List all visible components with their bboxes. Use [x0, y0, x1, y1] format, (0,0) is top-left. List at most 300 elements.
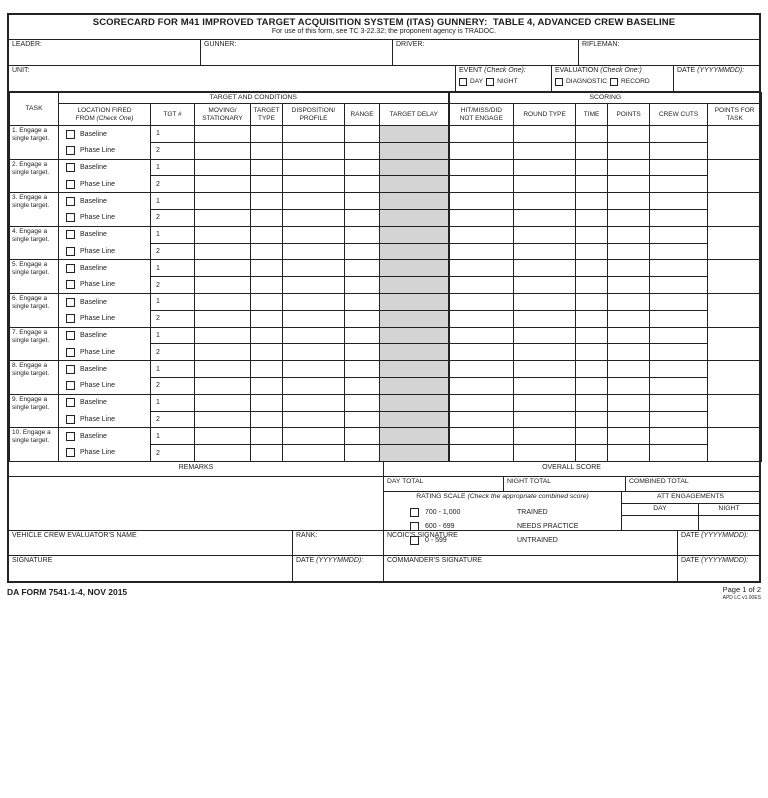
cell-points[interactable]	[608, 310, 650, 327]
cell-disposition-profile[interactable]	[283, 159, 345, 176]
cell-hit-miss[interactable]	[449, 277, 514, 294]
cell-points[interactable]	[608, 411, 650, 428]
location-option-baseline[interactable]	[59, 328, 150, 344]
baseline-label: Baseline	[80, 130, 107, 138]
cell-round-type[interactable]	[514, 344, 576, 361]
cell-hit-miss[interactable]	[449, 176, 514, 193]
cell-disposition-profile[interactable]	[283, 428, 345, 445]
baseline-checkbox[interactable]	[66, 197, 75, 206]
cell-time[interactable]	[576, 209, 608, 226]
location-option-phase-line[interactable]	[59, 377, 150, 393]
cell-crew-cuts[interactable]	[650, 142, 708, 159]
evaluator-name-field[interactable]	[9, 531, 293, 555]
cell-target-type[interactable]	[251, 394, 283, 411]
phase-line-checkbox[interactable]	[66, 247, 75, 256]
cell-points[interactable]	[608, 394, 650, 411]
cell-time[interactable]	[576, 327, 608, 344]
att-day-input[interactable]	[622, 516, 699, 530]
location-option-baseline[interactable]	[59, 260, 150, 276]
cell-crew-cuts[interactable]	[650, 310, 708, 327]
unit-row	[9, 66, 759, 92]
cell-hit-miss[interactable]	[449, 344, 514, 361]
phase-line-label: Phase Line	[80, 146, 116, 154]
phase-line-checkbox[interactable]	[66, 348, 75, 357]
cell-moving-stationary[interactable]	[195, 277, 251, 294]
cell-points[interactable]	[608, 159, 650, 176]
cell-target-type[interactable]	[251, 260, 283, 277]
driver-field[interactable]	[393, 40, 579, 65]
group-target-conditions-header: TARGET AND CONDITIONS	[59, 93, 449, 104]
commander-date-label: DATE (YYYYMMDD):	[681, 557, 749, 564]
remarks-input-area[interactable]	[9, 477, 383, 530]
cell-target-type[interactable]	[251, 126, 283, 143]
cell-moving-stationary[interactable]	[195, 310, 251, 327]
cell-range[interactable]	[345, 293, 380, 310]
cell-hit-miss[interactable]	[449, 445, 514, 462]
cell-range[interactable]	[345, 142, 380, 159]
cell-hit-miss[interactable]	[449, 394, 514, 411]
cell-crew-cuts[interactable]	[650, 411, 708, 428]
event-day-checkbox[interactable]	[459, 78, 467, 86]
cell-range[interactable]	[345, 361, 380, 378]
date-field[interactable]	[674, 66, 759, 91]
task-table-body	[10, 126, 762, 462]
rating-trained-checkbox[interactable]	[410, 508, 419, 517]
location-option-baseline[interactable]	[59, 160, 150, 176]
driver-label: DRIVER:	[396, 41, 425, 48]
baseline-checkbox[interactable]	[66, 398, 75, 407]
cell-disposition-profile[interactable]	[283, 209, 345, 226]
cell-points[interactable]	[608, 344, 650, 361]
cell-target-type[interactable]	[251, 361, 283, 378]
cell-time[interactable]	[576, 377, 608, 394]
cell-time[interactable]	[576, 310, 608, 327]
cell-hit-miss[interactable]	[449, 243, 514, 260]
cell-time[interactable]	[576, 159, 608, 176]
cell-target-type[interactable]	[251, 176, 283, 193]
cell-moving-stationary[interactable]	[195, 142, 251, 159]
location-cell	[59, 361, 151, 395]
col-task-header: TASK	[10, 93, 59, 126]
cell-range[interactable]	[345, 327, 380, 344]
cell-target-delay	[380, 260, 449, 277]
col-range-header: RANGE	[345, 104, 380, 126]
cell-round-type[interactable]	[514, 159, 576, 176]
cell-target-type[interactable]	[251, 310, 283, 327]
location-option-baseline[interactable]	[59, 428, 150, 444]
cell-crew-cuts[interactable]	[650, 277, 708, 294]
cell-crew-cuts[interactable]	[650, 327, 708, 344]
cell-points-for-task[interactable]	[708, 260, 762, 294]
cell-range[interactable]	[345, 394, 380, 411]
cell-round-type[interactable]	[514, 377, 576, 394]
cell-points[interactable]	[608, 277, 650, 294]
cell-disposition-profile[interactable]	[283, 142, 345, 159]
baseline-checkbox[interactable]	[66, 163, 75, 172]
cell-target-type[interactable]	[251, 159, 283, 176]
cell-disposition-profile[interactable]	[283, 243, 345, 260]
cell-range[interactable]	[345, 159, 380, 176]
att-night-input[interactable]	[699, 516, 759, 530]
event-night-checkbox[interactable]	[486, 78, 494, 86]
baseline-checkbox[interactable]	[66, 432, 75, 441]
cell-round-type[interactable]	[514, 361, 576, 378]
cell-target-type[interactable]	[251, 327, 283, 344]
baseline-checkbox[interactable]	[66, 230, 75, 239]
cell-crew-cuts[interactable]	[650, 361, 708, 378]
cell-target-delay	[380, 327, 449, 344]
cell-target-type[interactable]	[251, 411, 283, 428]
cell-disposition-profile[interactable]	[283, 126, 345, 143]
cell-round-type[interactable]	[514, 260, 576, 277]
cell-disposition-profile[interactable]	[283, 361, 345, 378]
cell-disposition-profile[interactable]	[283, 445, 345, 462]
cell-points[interactable]	[608, 428, 650, 445]
cell-range[interactable]	[345, 445, 380, 462]
cell-range[interactable]	[345, 411, 380, 428]
cell-round-type[interactable]	[514, 277, 576, 294]
cell-round-type[interactable]	[514, 428, 576, 445]
cell-crew-cuts[interactable]	[650, 159, 708, 176]
cell-moving-stationary[interactable]	[195, 126, 251, 143]
phase-line-checkbox[interactable]	[66, 280, 75, 289]
cell-points[interactable]	[608, 226, 650, 243]
cell-points-for-task[interactable]	[708, 293, 762, 327]
location-option-phase-line[interactable]	[59, 243, 150, 259]
rating-scale-header: RATING SCALE (Check the appropriate combined score)	[416, 492, 589, 500]
cell-round-type[interactable]	[514, 209, 576, 226]
leader-field[interactable]	[9, 40, 201, 65]
cell-crew-cuts[interactable]	[650, 293, 708, 310]
unit-field[interactable]	[9, 66, 456, 91]
att-body	[622, 516, 759, 530]
evaluator-date-field[interactable]	[293, 556, 384, 581]
cell-range[interactable]	[345, 277, 380, 294]
phase-line-checkbox[interactable]	[66, 314, 75, 323]
cell-hit-miss[interactable]	[449, 293, 514, 310]
cell-time[interactable]	[576, 277, 608, 294]
cell-points[interactable]	[608, 126, 650, 143]
phase-line-checkbox[interactable]	[66, 448, 75, 457]
cell-round-type[interactable]	[514, 126, 576, 143]
evaluation-diagnostic-checkbox[interactable]	[555, 78, 563, 86]
cell-target-type[interactable]	[251, 277, 283, 294]
cell-round-type[interactable]	[514, 411, 576, 428]
cell-target-type[interactable]	[251, 377, 283, 394]
cell-points-for-task[interactable]	[708, 193, 762, 227]
cell-crew-cuts[interactable]	[650, 445, 708, 462]
cell-crew-cuts[interactable]	[650, 344, 708, 361]
cell-moving-stationary[interactable]	[195, 176, 251, 193]
cell-disposition-profile[interactable]	[283, 193, 345, 210]
cell-points[interactable]	[608, 243, 650, 260]
phase-line-label: Phase Line	[80, 247, 116, 255]
col-time-header: TIME	[576, 104, 608, 126]
cell-time[interactable]	[576, 260, 608, 277]
col-moving-stationary-header: MOVING/ STATIONARY	[195, 104, 251, 126]
cell-target-type[interactable]	[251, 142, 283, 159]
cell-target-delay	[380, 377, 449, 394]
cell-time[interactable]	[576, 445, 608, 462]
cell-crew-cuts[interactable]	[650, 428, 708, 445]
cell-range[interactable]	[345, 310, 380, 327]
cell-points[interactable]	[608, 260, 650, 277]
date-label: DATE (YYYYMMDD):	[677, 67, 745, 74]
cell-crew-cuts[interactable]	[650, 260, 708, 277]
event-label: EVENT (Check One):	[459, 67, 526, 74]
cell-points[interactable]	[608, 327, 650, 344]
cell-time[interactable]	[576, 176, 608, 193]
commander-date-field[interactable]	[678, 556, 759, 581]
cell-moving-stationary[interactable]	[195, 209, 251, 226]
cell-range[interactable]	[345, 126, 380, 143]
location-option-phase-line[interactable]	[59, 277, 150, 293]
cell-disposition-profile[interactable]	[283, 377, 345, 394]
cell-crew-cuts[interactable]	[650, 126, 708, 143]
location-option-baseline[interactable]	[59, 193, 150, 209]
cell-tgt-number: 2	[151, 142, 195, 159]
baseline-checkbox[interactable]	[66, 130, 75, 139]
cell-crew-cuts[interactable]	[650, 226, 708, 243]
phase-line-checkbox[interactable]	[66, 381, 75, 390]
cell-points-for-task[interactable]	[708, 226, 762, 260]
location-option-baseline[interactable]	[59, 361, 150, 377]
cell-range[interactable]	[345, 193, 380, 210]
cell-points-for-task[interactable]	[708, 126, 762, 160]
night-total-field[interactable]	[504, 477, 626, 491]
cell-hit-miss[interactable]	[449, 260, 514, 277]
cell-hit-miss[interactable]	[449, 310, 514, 327]
cell-range[interactable]	[345, 428, 380, 445]
cell-disposition-profile[interactable]	[283, 344, 345, 361]
cell-round-type[interactable]	[514, 327, 576, 344]
cell-moving-stationary[interactable]	[195, 445, 251, 462]
cell-hit-miss[interactable]	[449, 361, 514, 378]
cell-range[interactable]	[345, 243, 380, 260]
rank-field[interactable]	[293, 531, 384, 555]
cell-points[interactable]	[608, 176, 650, 193]
cell-points[interactable]	[608, 377, 650, 394]
cell-tgt-number: 2	[151, 377, 195, 394]
cell-moving-stationary[interactable]	[195, 344, 251, 361]
col-disposition-header: DISPOSITION/ PROFILE	[283, 104, 345, 126]
cell-moving-stationary[interactable]	[195, 411, 251, 428]
cell-tgt-number: 2	[151, 344, 195, 361]
cell-hit-miss[interactable]	[449, 411, 514, 428]
cell-points-for-task[interactable]	[708, 428, 762, 462]
baseline-checkbox[interactable]	[66, 264, 75, 273]
cell-target-type[interactable]	[251, 428, 283, 445]
cell-points-for-task[interactable]	[708, 159, 762, 193]
cell-target-delay	[380, 209, 449, 226]
cell-points[interactable]	[608, 361, 650, 378]
cell-disposition-profile[interactable]	[283, 176, 345, 193]
phase-line-label: Phase Line	[80, 415, 116, 423]
cell-moving-stationary[interactable]	[195, 428, 251, 445]
cell-hit-miss[interactable]	[449, 193, 514, 210]
cell-round-type[interactable]	[514, 176, 576, 193]
cell-range[interactable]	[345, 377, 380, 394]
gunner-field[interactable]	[201, 40, 393, 65]
ncoic-date-field[interactable]	[678, 531, 759, 555]
cell-hit-miss[interactable]	[449, 377, 514, 394]
phase-line-checkbox[interactable]	[66, 180, 75, 189]
cell-target-type[interactable]	[251, 226, 283, 243]
table-row	[10, 361, 762, 378]
location-cell	[59, 260, 151, 294]
cell-time[interactable]	[576, 361, 608, 378]
cell-range[interactable]	[345, 344, 380, 361]
cell-points[interactable]	[608, 142, 650, 159]
cell-time[interactable]	[576, 394, 608, 411]
cell-range[interactable]	[345, 209, 380, 226]
ncoic-signature-field[interactable]	[384, 531, 678, 555]
cell-target-type[interactable]	[251, 209, 283, 226]
location-option-baseline[interactable]	[59, 395, 150, 411]
cell-moving-stationary[interactable]	[195, 361, 251, 378]
cell-target-type[interactable]	[251, 193, 283, 210]
location-option-phase-line[interactable]	[59, 445, 150, 461]
baseline-checkbox[interactable]	[66, 298, 75, 307]
cell-crew-cuts[interactable]	[650, 193, 708, 210]
cell-time[interactable]	[576, 126, 608, 143]
cell-target-type[interactable]	[251, 243, 283, 260]
cell-round-type[interactable]	[514, 293, 576, 310]
cell-moving-stationary[interactable]	[195, 226, 251, 243]
cell-moving-stationary[interactable]	[195, 293, 251, 310]
col-points-header: POINTS	[608, 104, 650, 126]
cell-moving-stationary[interactable]	[195, 327, 251, 344]
cell-range[interactable]	[345, 176, 380, 193]
cell-time[interactable]	[576, 293, 608, 310]
combined-total-field[interactable]	[626, 477, 759, 491]
cell-hit-miss[interactable]	[449, 209, 514, 226]
cell-hit-miss[interactable]	[449, 327, 514, 344]
cell-crew-cuts[interactable]	[650, 394, 708, 411]
cell-target-type[interactable]	[251, 293, 283, 310]
location-option-baseline[interactable]	[59, 126, 150, 142]
rifleman-field[interactable]	[579, 40, 759, 65]
location-option-phase-line[interactable]	[59, 344, 150, 360]
cell-hit-miss[interactable]	[449, 159, 514, 176]
cell-moving-stationary[interactable]	[195, 260, 251, 277]
cell-points-for-task[interactable]	[708, 327, 762, 361]
cell-moving-stationary[interactable]	[195, 193, 251, 210]
evaluator-signature-field[interactable]	[9, 556, 293, 581]
apd-version: APD LC v1.00ES	[722, 595, 761, 601]
rating-row-trained	[384, 506, 621, 520]
cell-target-type[interactable]	[251, 445, 283, 462]
cell-hit-miss[interactable]	[449, 142, 514, 159]
phase-line-checkbox[interactable]	[66, 213, 75, 222]
cell-range[interactable]	[345, 260, 380, 277]
cell-round-type[interactable]	[514, 445, 576, 462]
table-row	[10, 327, 762, 344]
cell-round-type[interactable]	[514, 310, 576, 327]
cell-disposition-profile[interactable]	[283, 411, 345, 428]
phase-line-checkbox[interactable]	[66, 415, 75, 424]
cell-time[interactable]	[576, 193, 608, 210]
cell-round-type[interactable]	[514, 142, 576, 159]
cell-time[interactable]	[576, 411, 608, 428]
cell-points-for-task[interactable]	[708, 394, 762, 428]
cell-tgt-number: 2	[151, 411, 195, 428]
cell-points-for-task[interactable]	[708, 361, 762, 395]
combined-total-label: COMBINED TOTAL	[629, 477, 689, 485]
cell-target-delay	[380, 445, 449, 462]
cell-moving-stationary[interactable]	[195, 394, 251, 411]
cell-time[interactable]	[576, 243, 608, 260]
cell-moving-stationary[interactable]	[195, 159, 251, 176]
baseline-checkbox[interactable]	[66, 331, 75, 340]
cell-disposition-profile[interactable]	[283, 394, 345, 411]
cell-points[interactable]	[608, 445, 650, 462]
table-row	[10, 193, 762, 210]
location-option-phase-line[interactable]	[59, 176, 150, 192]
cell-disposition-profile[interactable]	[283, 226, 345, 243]
location-option-baseline[interactable]	[59, 227, 150, 243]
phase-line-label: Phase Line	[80, 382, 116, 390]
location-option-baseline[interactable]	[59, 294, 150, 310]
location-cell	[59, 226, 151, 260]
cell-tgt-number: 2	[151, 176, 195, 193]
cell-time[interactable]	[576, 226, 608, 243]
cell-disposition-profile[interactable]	[283, 327, 345, 344]
cell-moving-stationary[interactable]	[195, 243, 251, 260]
cell-disposition-profile[interactable]	[283, 277, 345, 294]
location-option-phase-line[interactable]	[59, 142, 150, 158]
cell-moving-stationary[interactable]	[195, 377, 251, 394]
commander-signature-field[interactable]	[384, 556, 678, 581]
cell-time[interactable]	[576, 428, 608, 445]
table-row	[10, 159, 762, 176]
cell-crew-cuts[interactable]	[650, 209, 708, 226]
cell-points[interactable]	[608, 193, 650, 210]
cell-disposition-profile[interactable]	[283, 310, 345, 327]
cell-target-type[interactable]	[251, 344, 283, 361]
location-option-phase-line[interactable]	[59, 411, 150, 427]
cell-round-type[interactable]	[514, 193, 576, 210]
evaluation-record-checkbox[interactable]	[610, 78, 618, 86]
cell-disposition-profile[interactable]	[283, 293, 345, 310]
cell-tgt-number: 1	[151, 226, 195, 243]
cell-crew-cuts[interactable]	[650, 176, 708, 193]
day-total-field[interactable]	[384, 477, 504, 491]
cell-round-type[interactable]	[514, 226, 576, 243]
signature-row-2	[9, 556, 759, 581]
cell-points[interactable]	[608, 209, 650, 226]
cell-round-type[interactable]	[514, 243, 576, 260]
cell-hit-miss[interactable]	[449, 428, 514, 445]
cell-time[interactable]	[576, 142, 608, 159]
location-option-phase-line[interactable]	[59, 310, 150, 326]
cell-hit-miss[interactable]	[449, 126, 514, 143]
cell-hit-miss[interactable]	[449, 226, 514, 243]
baseline-checkbox[interactable]	[66, 365, 75, 374]
ncoic-date-label: DATE (YYYYMMDD):	[681, 532, 749, 539]
cell-time[interactable]	[576, 344, 608, 361]
cell-crew-cuts[interactable]	[650, 243, 708, 260]
cell-crew-cuts[interactable]	[650, 377, 708, 394]
phase-line-checkbox[interactable]	[66, 146, 75, 155]
cell-range[interactable]	[345, 226, 380, 243]
gunner-label: GUNNER:	[204, 41, 237, 48]
cell-round-type[interactable]	[514, 394, 576, 411]
baseline-label: Baseline	[80, 365, 107, 373]
cell-disposition-profile[interactable]	[283, 260, 345, 277]
location-option-phase-line[interactable]	[59, 209, 150, 225]
cell-points[interactable]	[608, 293, 650, 310]
